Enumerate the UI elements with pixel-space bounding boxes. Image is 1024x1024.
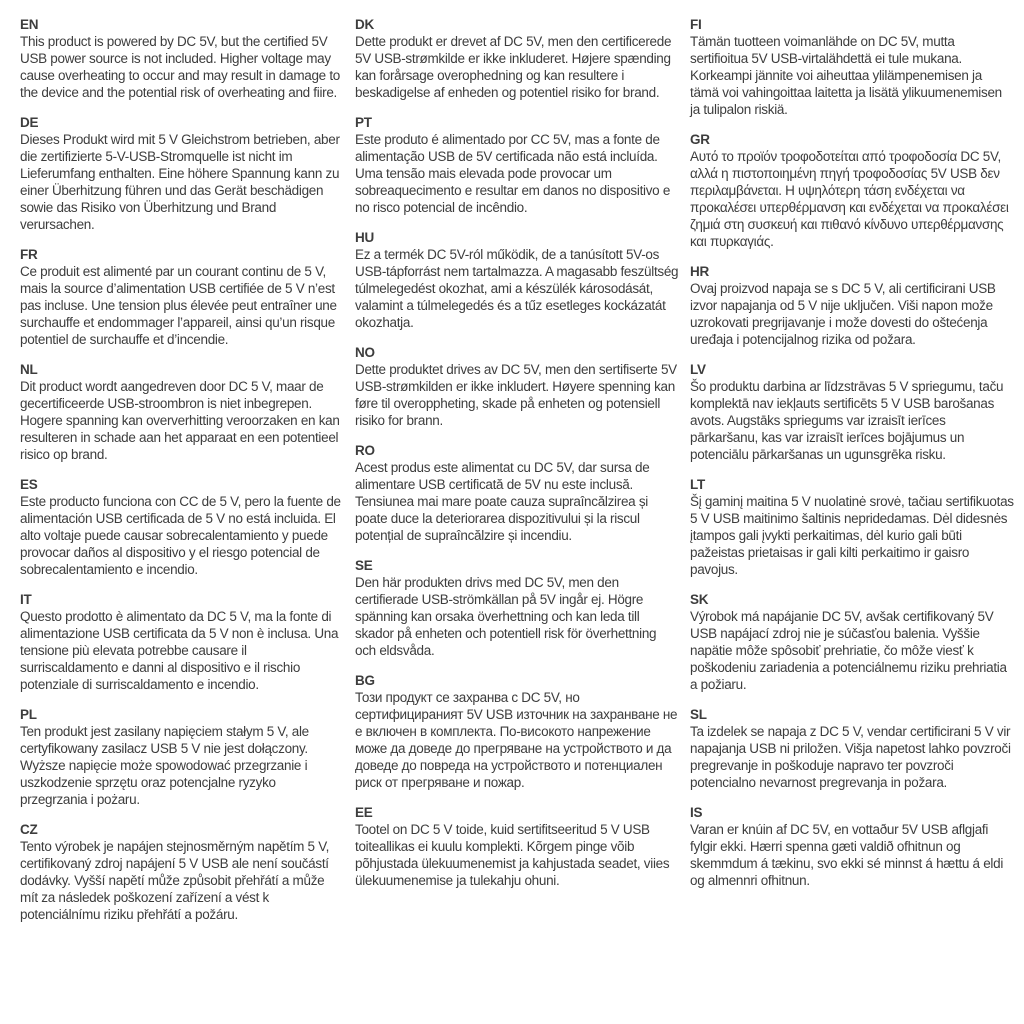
warning-text-ee: Tootel on DC 5 V toide, kuid sertifitseeritud 5 V USB toiteallikas ei kuulu komplekti. Kõrgem pinge võib põhjustada ülekuumenemist ja kahjustada seadet, viies ülekuumenemise ja tulekahju ohuni. xyxy=(355,822,670,888)
warning-text-dk: Dette produkt er drevet af DC 5V, men den certificerede 5V USB-strømkilde er ikke inkluderet. Højere spænding kan forårsage overophedning og kan resultere i beskadigelse af enheden og potentiel risiko for brand. xyxy=(355,34,672,100)
language-code-nl: NL xyxy=(20,362,38,377)
warning-text-lt: Šį gaminį maitina 5 V nuolatinė srovė, tačiau sertifikuotas 5 V USB maitinimo šaltinis nepridedamas. Dėl didesnės įtampos gali įvykti perkaitimas, dėl kurio gali būti pažeistas prietaisas ir gali kilti perkaitimo ir gaisro pavojus. xyxy=(690,494,1014,577)
language-code-hu: HU xyxy=(355,230,375,245)
language-section-fr xyxy=(20,246,344,348)
language-code-sk: SK xyxy=(690,592,709,607)
language-code-se: SE xyxy=(355,558,373,573)
warning-text-bg: Този продукт се захранва с DC 5V, но сертифицираният 5V USB източник на захранване не е включен в комплекта. По-високото напрежение може да доведе до прегряване на устройството и да доведе до повреда на устройството и потенциален риск от прегряване и пожар. xyxy=(355,690,678,790)
language-section-it xyxy=(20,591,344,693)
warning-text-en: This product is powered by DC 5V, but the certified 5V USB power source is not included. Higher voltage may cause overheating to occur and may result in damage to the device and the potential risk of overheating and fiire. xyxy=(20,34,340,100)
language-section-gr xyxy=(690,131,1014,250)
language-code-bg: BG xyxy=(355,673,375,688)
warning-text-pl: Ten produkt jest zasilany napięciem stałym 5 V, ale certyfikowany zasilacz USB 5 V nie jest dołączony. Wyższe napięcie może spowodować przegrzanie i uszkodzenie sprzętu oraz potencjalne ryzyko przegrzania i pożaru. xyxy=(20,724,309,807)
language-section-lv xyxy=(690,361,1014,463)
column-2 xyxy=(355,16,679,902)
language-code-ee: EE xyxy=(355,805,373,820)
language-section-de xyxy=(20,114,344,233)
warning-text-pt: Este produto é alimentado por CC 5V, mas a fonte de alimentação USB de 5V certificada não está incluída. Uma tensão mais elevada pode provocar um sobreaquecimento e resultar em danos no dispositivo e no risco potencial de incêndio. xyxy=(355,132,671,215)
warning-text-ro: Acest produs este alimentat cu DC 5V, dar sursa de alimentare USB certificată de 5V nu este inclusă. Tensiunea mai mare poate cauza supraîncălzirea și poate duce la deteriorarea dispozitivului și la riscul potențial de supraîncălzire și incendiu. xyxy=(355,460,650,543)
language-section-sl xyxy=(690,706,1014,791)
language-section-ee xyxy=(355,804,679,889)
language-code-lv: LV xyxy=(690,362,706,377)
language-code-gr: GR xyxy=(690,132,710,147)
language-code-lt: LT xyxy=(690,477,706,492)
warning-text-se: Den här produkten drivs med DC 5V, men den certifierade USB-strömkällan på 5V ingår ej. Högre spänning kan orsaka överhettning och kan leda till skador på enheten och potentiell risk för överhettning och eldsvåda. xyxy=(355,575,657,658)
language-section-es xyxy=(20,476,344,578)
language-section-ro xyxy=(355,442,679,544)
warning-text-gr: Αυτό το προϊόν τροφοδοτείται από τροφοδοσία DC 5V, αλλά η πιστοποιημένη πηγή τροφοδοσίας 5V USB δεν περιλαμβάνεται. Η υψηλότερη τάση ενδέχεται να προκαλέσει υπερθέρμανση και ενδέχεται να προκαλέσει ζημιά στη συσκευή και πιθανό κίνδυνο υπερθέρμανσης και πυρκαγιάς. xyxy=(690,149,1009,249)
language-section-hr xyxy=(690,263,1014,348)
language-section-hu xyxy=(355,229,679,331)
column-3 xyxy=(690,16,1014,902)
warning-text-sk: Výrobok má napájanie DC 5V, avšak certifikovaný 5V USB napájací zdroj nie je súčasťou balenia. Vyššie napätie môže spôsobiť prehriatie, čo môže viesť k poškodeniu zariadenia a potenciálnemu riziku prehriatia a požiaru. xyxy=(690,609,1007,692)
language-columns xyxy=(20,16,1012,936)
language-code-pl: PL xyxy=(20,707,37,722)
warning-text-cz: Tento výrobek je napájen stejnosměrným napětím 5 V, certifikovaný zdroj napájení 5 V USB ale není součástí dodávky. Vyšší napětí může způsobit přehřátí a může mít za následek poškození zařízení a vést k potenciálnímu riziku přehřátí a požáru. xyxy=(20,839,330,922)
warning-text-lv: Šo produktu darbina ar līdzstrāvas 5 V spriegumu, taču komplektā nav iekļauts sertificēts 5 V USB barošanas avots. Augstāks spriegums var izraisīt ierīces pārkaršanu, kas var izraisīt ierīces bojājumus un potenciālu pārkaršanas un ugunsgrēka risku. xyxy=(690,379,1004,462)
language-code-es: ES xyxy=(20,477,38,492)
language-code-ro: RO xyxy=(355,443,375,458)
language-code-dk: DK xyxy=(355,17,375,32)
warning-text-hu: Ez a termék DC 5V-ról működik, de a tanúsított 5V-os USB-tápforrást nem tartalmazza. A magasabb feszültség túlmelegedést okozhat, ami a készülék károsodását, valamint a túlmelegedés és a tűz esetleges kockázatát okozhatja. xyxy=(355,247,679,330)
language-code-cz: CZ xyxy=(20,822,38,837)
language-code-en: EN xyxy=(20,17,39,32)
language-section-se xyxy=(355,557,679,659)
language-section-nl xyxy=(20,361,344,463)
language-section-pt xyxy=(355,114,679,216)
warning-text-de: Dieses Produkt wird mit 5 V Gleichstrom betrieben, aber die zertifizierte 5-V-USB-Stromquelle ist nicht im Lieferumfang enthalten. Eine höhere Spannung kann zu einer Überhitzung führen und das Gerät beschädigen sowie das Risiko von Überhitzung und Brand verursachen. xyxy=(20,132,340,232)
language-code-it: IT xyxy=(20,592,32,607)
warning-text-it: Questo prodotto è alimentato da DC 5 V, ma la fonte di alimentazione USB certificata da 5 V non è inclusa. Una tensione più elevata potrebbe causare il surriscaldamento e danni al dispositivo e il rischio potenziale di surriscaldamento e incendio. xyxy=(20,609,339,692)
warning-text-es: Este producto funciona con CC de 5 V, pero la fuente de alimentación USB certificada de 5 V no está incluida. El alto voltaje puede causar sobrecalentamiento y puede provocar daños al dispositivo y el riesgo potencial de sobrecalentamiento e incendio. xyxy=(20,494,341,577)
warning-text-hr: Ovaj proizvod napaja se s DC 5 V, ali certificirani USB izvor napajanja od 5 V nije uključen. Viši napon može uzrokovati pregrijavanje i može dovesti do oštećenja uređaja i potencijalnog rizika od požara. xyxy=(690,281,996,347)
language-section-bg xyxy=(355,672,679,791)
language-code-fi: FI xyxy=(690,17,702,32)
warning-text-sl: Ta izdelek se napaja z DC 5 V, vendar certificirani 5 V vir napajanja USB ni priložen. Višja napetost lahko povzroči pregrevanje in poškoduje napravo ter povzroči potencialno nevarnost pregrevanja in požara. xyxy=(690,724,1011,790)
language-section-pl xyxy=(20,706,344,808)
language-section-en xyxy=(20,16,344,101)
language-section-no xyxy=(355,344,679,429)
language-code-sl: SL xyxy=(690,707,707,722)
warning-text-fr: Ce produit est alimenté par un courant continu de 5 V, mais la source d’alimentation USB certifiée de 5 V n’est pas incluse. Une tension plus élevée peut entraîner une surchauffe et endommager l’appareil, ainsi qu’un risque potentiel de surchauffe et d’incendie. xyxy=(20,264,337,347)
warning-text-fi: Tämän tuotteen voimanlähde on DC 5V, mutta sertifioitua 5V USB-virtalähdettä ei tule mukana. Korkeampi jännite voi aiheuttaa ylilämpenemisen ja tämä voi vahingoittaa laitetta ja lisätä ylikuumenemisen ja tulipalon riskiä. xyxy=(690,34,1002,117)
warning-text-no: Dette produktet drives av DC 5V, men den sertifiserte 5V USB-strømkilden er ikke inkludert. Høyere spenning kan føre til overoppheting, skade på enheten og potensiell risiko for brann. xyxy=(355,362,677,428)
language-code-is: IS xyxy=(690,805,703,820)
warning-text-nl: Dit product wordt aangedreven door DC 5 V, maar de gecertificeerde USB-stroombron is niet inbegrepen. Hogere spanning kan oververhitting veroorzaken en kan resulteren in schade aan het apparaat en een potentieel risico op brand. xyxy=(20,379,340,462)
language-section-is xyxy=(690,804,1014,889)
language-section-dk xyxy=(355,16,679,101)
language-section-lt xyxy=(690,476,1014,578)
warning-text-is: Varan er knúin af DC 5V, en vottaður 5V USB aflgjafi fylgir ekki. Hærri spenna gæti valdið ofhitnun og skemmdum á tækinu, svo ekki sé minnst á hættu á eldi og almennri ofhitnun. xyxy=(690,822,1004,888)
language-code-pt: PT xyxy=(355,115,372,130)
language-code-no: NO xyxy=(355,345,375,360)
language-code-fr: FR xyxy=(20,247,38,262)
language-section-cz xyxy=(20,821,344,923)
column-1 xyxy=(20,16,344,936)
language-section-fi xyxy=(690,16,1014,118)
language-code-de: DE xyxy=(20,115,39,130)
language-section-sk xyxy=(690,591,1014,693)
language-code-hr: HR xyxy=(690,264,710,279)
